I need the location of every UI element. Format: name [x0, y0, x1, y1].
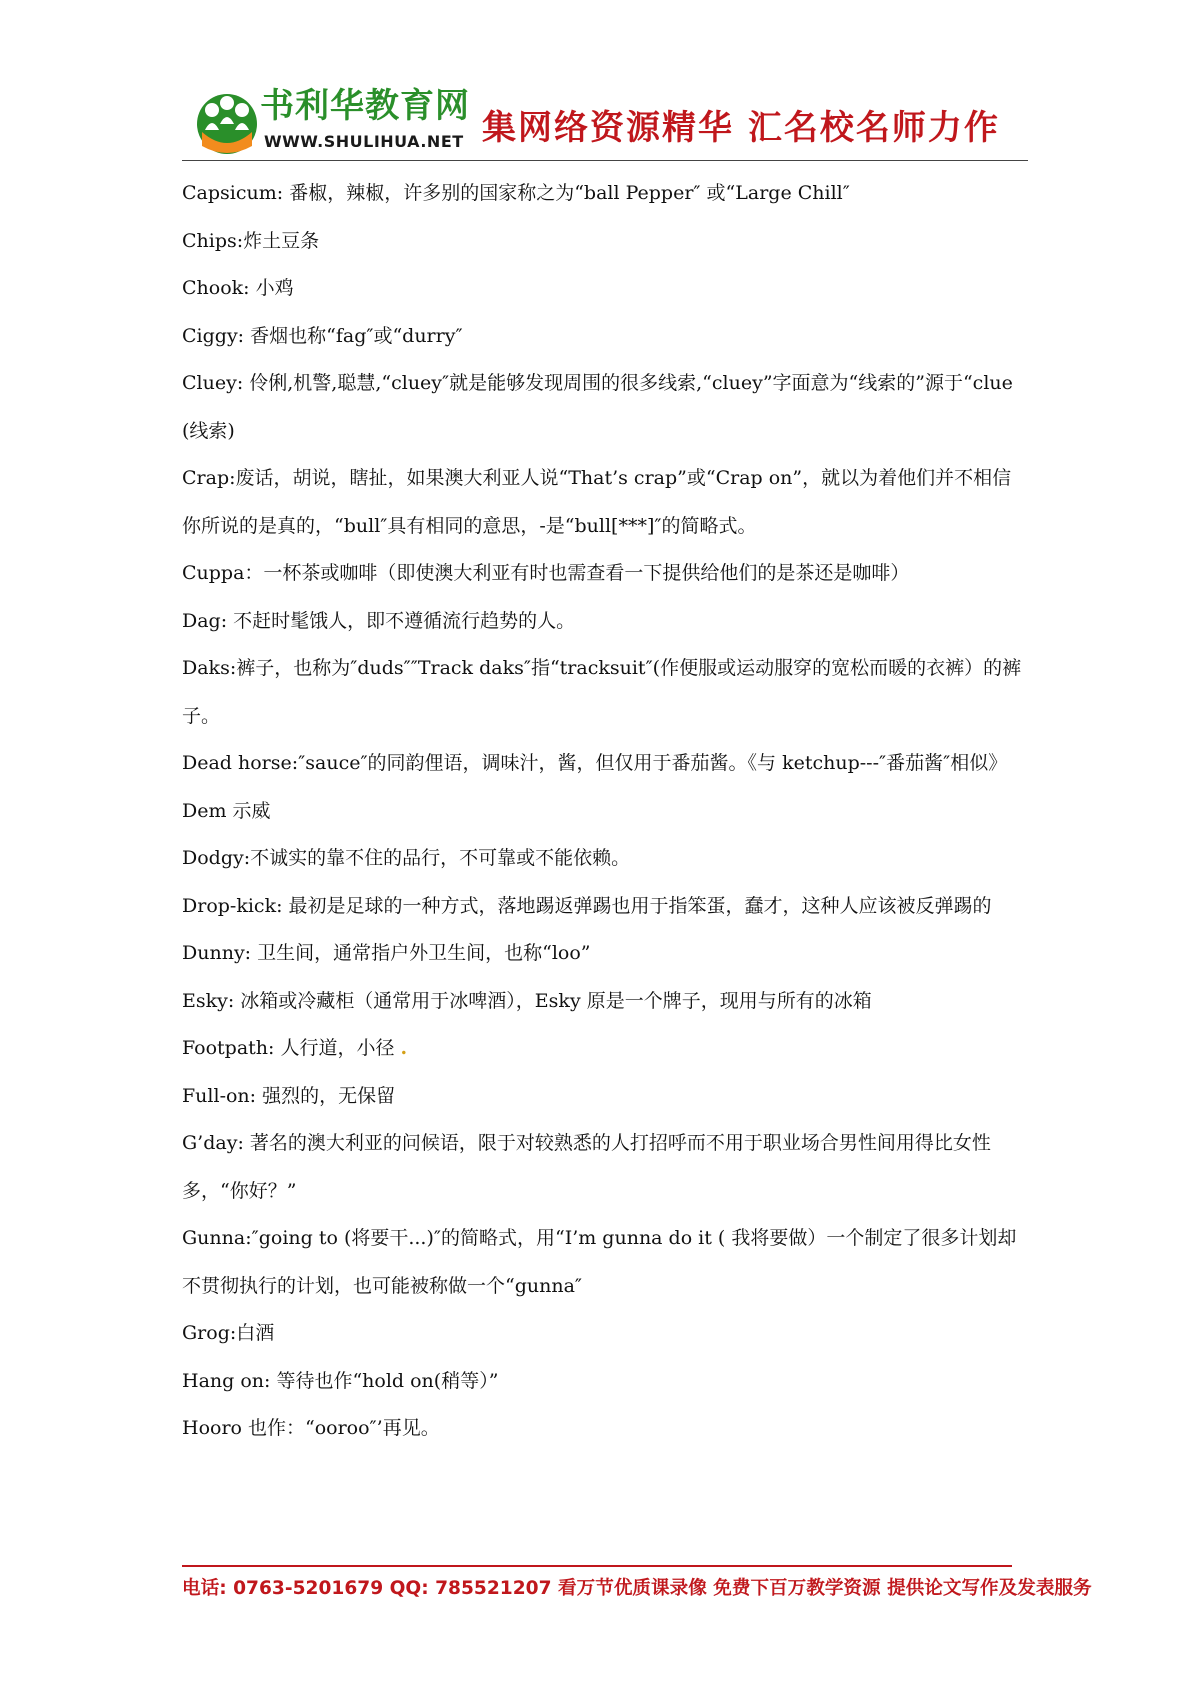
- glossary-entry-cuppa: Cuppa：一杯茶或咖啡（即使澳大利亚有时也需查看一下提供给他们的是茶还是咖啡）: [182, 562, 910, 584]
- brand-name: 书利华教育网: [260, 86, 470, 126]
- glossary-entry-hooro: Hooro 也作：“ooroo″’再见。: [182, 1417, 440, 1439]
- footer-divider: [182, 1565, 1012, 1567]
- brand-url: WWW.SHULIHUA.NET: [264, 132, 464, 151]
- glossary-content: [182, 170, 1028, 1453]
- glossary-entry-full-on: Full-on: 强烈的，无保留: [182, 1084, 396, 1107]
- page-header: [182, 80, 1028, 160]
- glossary-entry-capsicum: Capsicum: 番椒，辣椒，许多别的国家称之为“ball Pepper″ 或“Large Chill″: [182, 182, 850, 204]
- glossary-entry-daks: Daks:裤子，也称为″duds″″Track daks″指“tracksuit″(作便服或运动服穿的宽松而暖的衣裤）的裤子。: [182, 657, 1022, 727]
- glossary-entry-gunna: Gunna:″going to (将要干...)″的简略式，用“I’m gunna do it ( 我将要做）一个制定了很多计划却不贯彻执行的计划，也可能被称做一个“gunna″: [182, 1227, 1017, 1297]
- header-divider: [182, 160, 1028, 161]
- glossary-entry-chook: Chook: 小鸡: [182, 277, 294, 299]
- people-logo-icon: [192, 84, 262, 154]
- glossary-entry-drop-kick: Drop-kick: 最初是足球的一种方式，落地踢返弹踢也用于指笨蛋，蠢才，这种人应该被反弹踢的: [182, 894, 992, 917]
- footpath-marker: .: [400, 1037, 408, 1059]
- glossary-entry-crap: Crap:废话，胡说，瞎扯，如果澳大利亚人说“That’s crap”或“Crap on”，就以为着他们并不相信你所说的是真的，“bull″具有相同的意思，-是“bull[***]″的简略式。: [182, 467, 1012, 537]
- glossary-entry-dem: Dem 示威: [182, 799, 271, 822]
- footer-contact-banner: 电话: 0763-5201679 QQ: 785521207 看万节优质课录像 免费下百万教学资源 提供论文写作及发表服务: [182, 1578, 1092, 1599]
- glossary-entry-dead-horse: Dead horse:″sauce″的同韵俚语，调味汁，酱，但仅用于番茄酱。《与 ketchup---″番茄酱″相似》: [182, 752, 1008, 774]
- glossary-entry-gday: G’day: 著名的澳大利亚的问候语，限于对较熟悉的人打招呼而不用于职业场合男性间用得比女性多，“你好？”: [182, 1132, 991, 1202]
- glossary-entry-dunny: Dunny: 卫生间，通常指户外卫生间，也称“loo”: [182, 942, 591, 964]
- footpath-text: Footpath: 人行道，小径: [182, 1037, 395, 1059]
- glossary-entry-esky: Esky: 冰箱或冷藏柜（通常用于冰啤酒），Esky 原是一个牌子，现用与所有的冰箱: [182, 989, 872, 1012]
- glossary-entry-chips: Chips:炸土豆条: [182, 229, 320, 252]
- glossary-entry-dodgy: Dodgy:不诚实的靠不住的品行，不可靠或不能依赖。: [182, 847, 631, 869]
- header-slogan: 集网络资源精华 汇名校名师力作: [482, 108, 1000, 148]
- glossary-entry-cluey: Cluey: 伶俐,机警,聪慧,“cluey″就是能够发现周围的很多线索,“cluey”字面意为“线索的”源于“clue(线索): [182, 372, 1013, 442]
- glossary-entry-footpath: [182, 1025, 1028, 1073]
- glossary-entry-ciggy: Ciggy: 香烟也称“fag″或“durry″: [182, 324, 463, 347]
- glossary-entry-grog: Grog:白酒: [182, 1322, 275, 1344]
- glossary-entry-dag: Dag: 不赶时髦饿人，即不遵循流行趋势的人。: [182, 609, 576, 632]
- glossary-entry-hang-on: Hang on: 等待也作“hold on(稍等）”: [182, 1369, 499, 1392]
